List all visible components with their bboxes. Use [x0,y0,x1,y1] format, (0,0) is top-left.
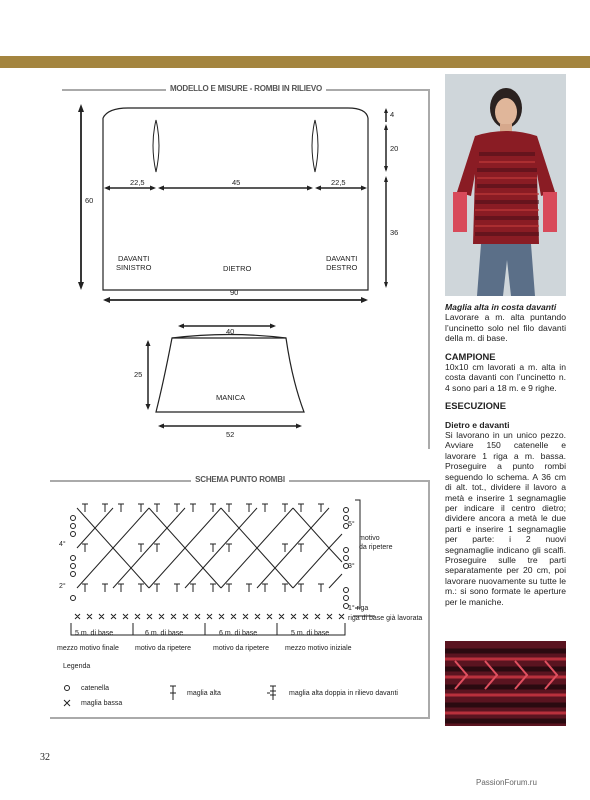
back-label: DIETRO [223,264,252,273]
motif-2: motivo da ripetere [135,645,192,652]
dim-36-label: 36 [390,228,399,237]
row-2-label: 2° [59,583,66,590]
gauge-heading: CAMPIONE [445,350,496,362]
legend-chain: catenella [81,685,110,692]
row-1-label: 1° riga [348,605,369,612]
front-right-label: DAVANTI DESTRO [326,254,358,272]
stitch-heading: Maglia alta in costa davanti [445,302,557,312]
base-group-2: 6 m. di base [145,630,184,637]
stitch-side-rule [428,480,430,718]
dim-22-5-right-label: 22,5 [331,178,346,187]
legend-sc: maglia bassa [81,700,123,707]
legend-fpdtr: maglia alta doppia in rilievo davanti [289,690,398,697]
page-number: 32 [40,752,50,763]
stitch-section-header [50,473,430,487]
row-3-label: 3° [348,563,355,570]
instructions-column [445,302,566,607]
gauge-body: 10x10 cm lavorati a m. alta in costa davanti con l’uncinetto n. 4 sono pari a 18 m. e 9 righe. [445,362,566,393]
body-heading: Dietro e davanti [445,419,510,430]
garment-diagram [68,90,408,450]
body-text: Si lavorano in un unico pezzo. Avviare 150 catenelle e lavorare 1 riga a m. bassa. Proseguire a punto rombi seguendo lo schema. A 36 cm di alt. tot., dividere il lavoro a metà e inserire 1 segnamaglie per indicare il centro dietro; dividere ancora a metà le due parti e inserire 1 segnamaglie per parte: i 2 nuovi segnamaglie indicano gli scalfi. Proseguire sulle tre parti separatamente per 20 cm, poi lavorare nuovamente su tutte le m.: si sono formate le aperture per le maniche. [445,430,566,607]
stitch-section-title: SCHEMA PUNTO ROMBI [191,475,289,484]
base-group-1: 5 m. di base [75,630,114,637]
dim-60-label: 60 [85,196,94,205]
stitch-chart [55,490,423,720]
dim-45-label: 45 [232,178,241,187]
dim-4-label: 4 [390,110,395,119]
model-side-rule [428,89,430,449]
base-group-4: 5 m. di base [291,630,330,637]
motif-4: mezzo motivo iniziale [285,645,352,652]
repeat-note-label: motivo da ripetere [359,535,393,551]
dim-90-label: 90 [230,288,239,297]
dim-22-5-left-label: 22,5 [130,178,145,187]
sleeve-height-label: 25 [134,370,143,379]
motif-1: mezzo motivo finale [57,645,119,652]
model-photo [445,74,566,296]
watermark: PassionForum.ru [476,778,537,787]
stitch-body: Lavorare a m. alta puntando l’uncinetto solo nel filo davanti della m. di base. [445,312,566,344]
legend-dc: maglia alta [187,690,221,697]
sleeve-bottom-label: 52 [226,430,235,439]
dim-20-label: 20 [390,144,399,153]
motif-3: motivo da ripetere [213,645,270,652]
sleeve-top-label: 40 [226,327,235,336]
base-note-label: riga di base già lavorata [348,615,423,622]
front-left-label: DAVANTI SINISTRO [116,254,152,272]
swatch-photo [445,641,566,726]
row-4-label: 4° [59,541,66,548]
header-gold-bar [0,56,590,68]
sleeve-label: MANICA [216,393,246,402]
base-group-3: 6 m. di base [219,630,258,637]
model-section-title: MODELLO E MISURE - ROMBI IN RILIEVO [166,84,326,93]
exec-heading: ESECUZIONE [445,400,506,412]
legend-title: Legenda [63,663,91,670]
row-5-label: 5° [348,521,355,528]
